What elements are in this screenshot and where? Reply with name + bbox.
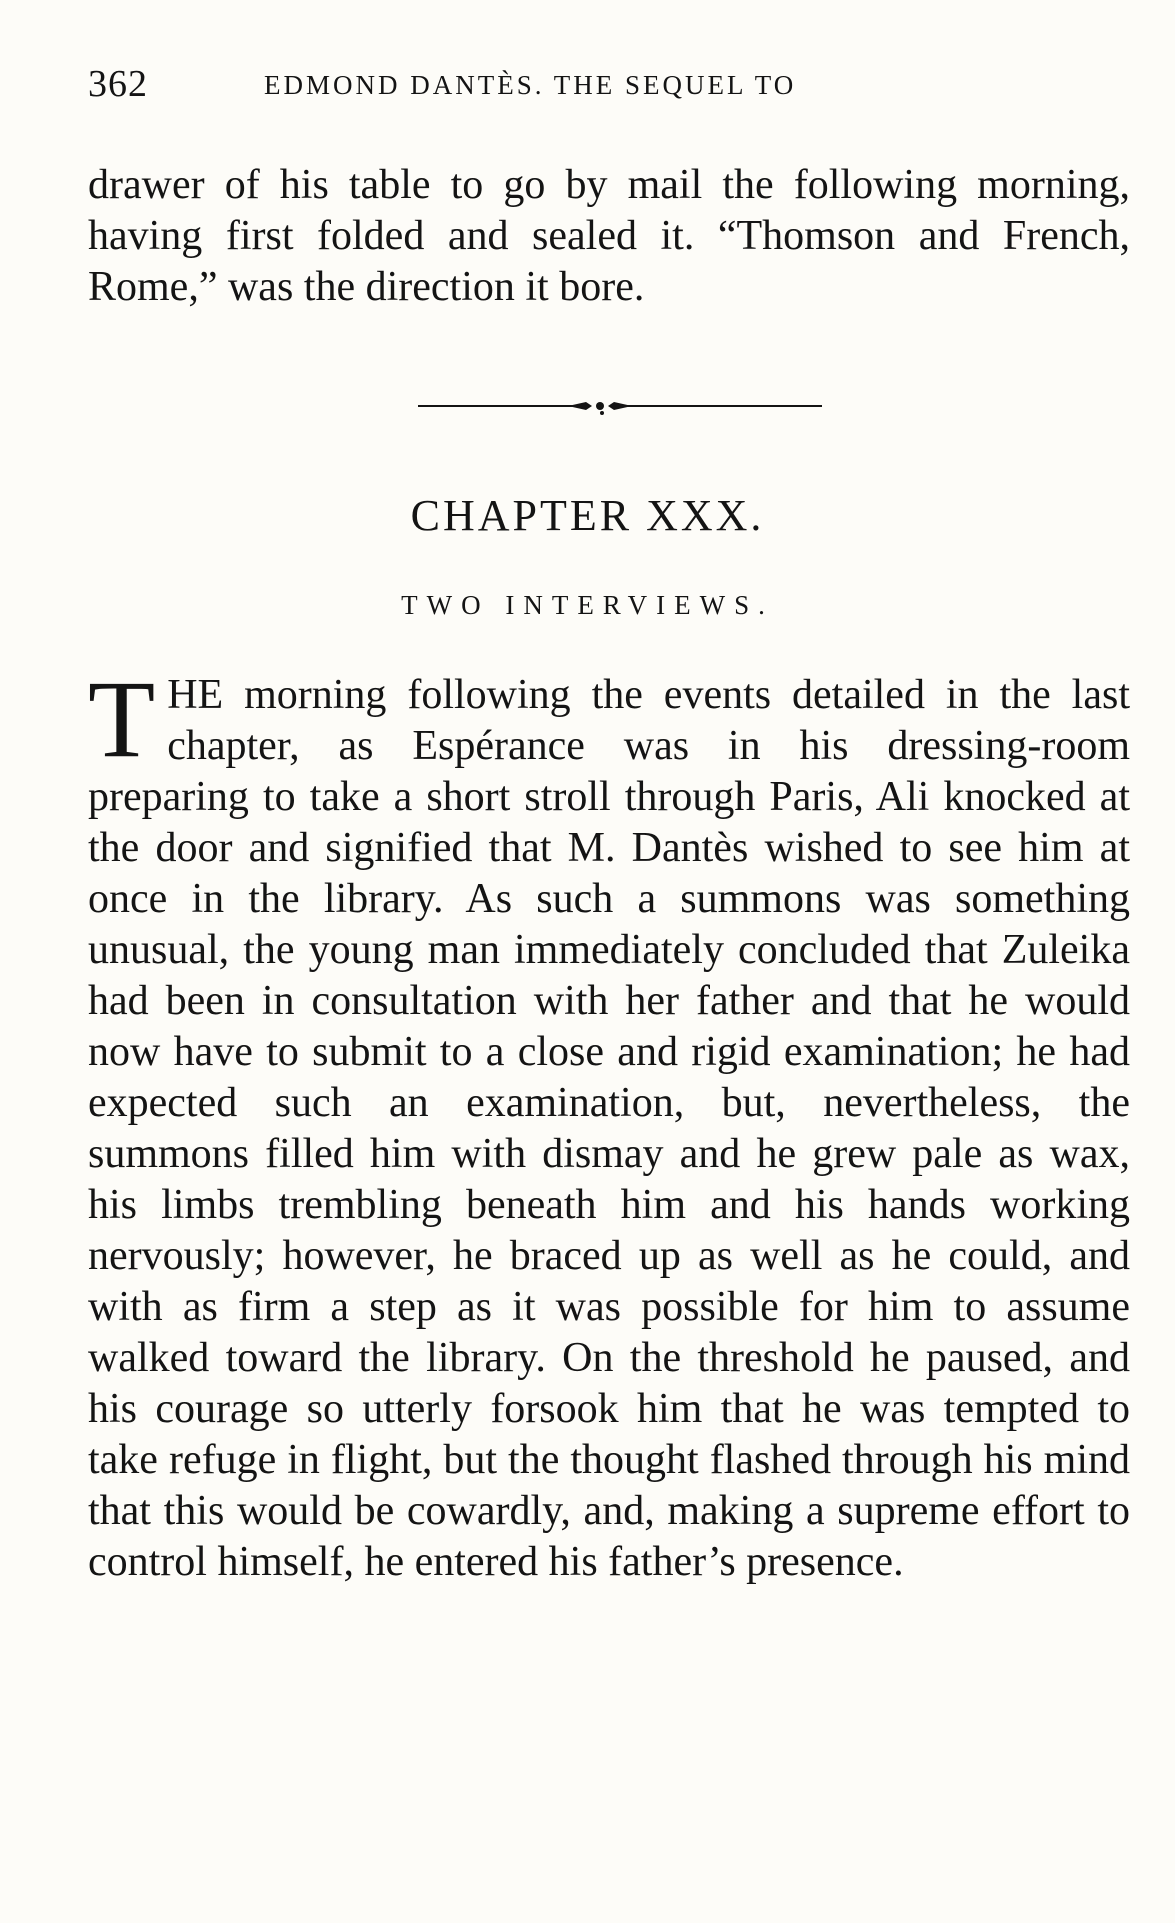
chapter-first-paragraph [88,658,1130,1588]
chapter-subtitle: TWO INTERVIEWS. [401,590,774,620]
drop-cap: T [88,658,156,780]
running-header [88,62,1008,112]
page-number: 362 [88,63,148,105]
continued-paragraph: drawer of his table to go by mail the following morning, having first folded and sealed it. “Thomson and French, Rome,” was the direction it bore. [88,162,1130,310]
section-divider-ornament [418,396,822,416]
chapter-paragraph-text: HE morning following the events detailed in the last chapter, as Espérance was in his dressing-room preparing to take a short stroll through Paris, Ali knocked at the door and signified that M. Dantès wished to see him at once in the library. As such a summons was something unusual, the young man immediately concluded that Zuleika had been in consultation with her father and that he would now have to submit to a close and rigid examination; he had expected such an examination, but, nevertheless, the summons filled him with dismay and he grew pale as wax, his limbs trembling beneath him and his hands working nervously; however, he braced up as well as he could, and with as firm a step as it was possible for him to assume walked toward the library. On the threshold he paused, and his courage so utterly forsook him that he was tempted to take refuge in flight, but the thought flashed through his mind that this would be cowardly, and, making a supreme effort to control himself, he entered his father’s presence. [88,672,1130,1585]
chapter-heading: CHAPTER XXX. [410,491,765,540]
running-title: EDMOND DANTÈS. THE SEQUEL TO [264,70,797,100]
